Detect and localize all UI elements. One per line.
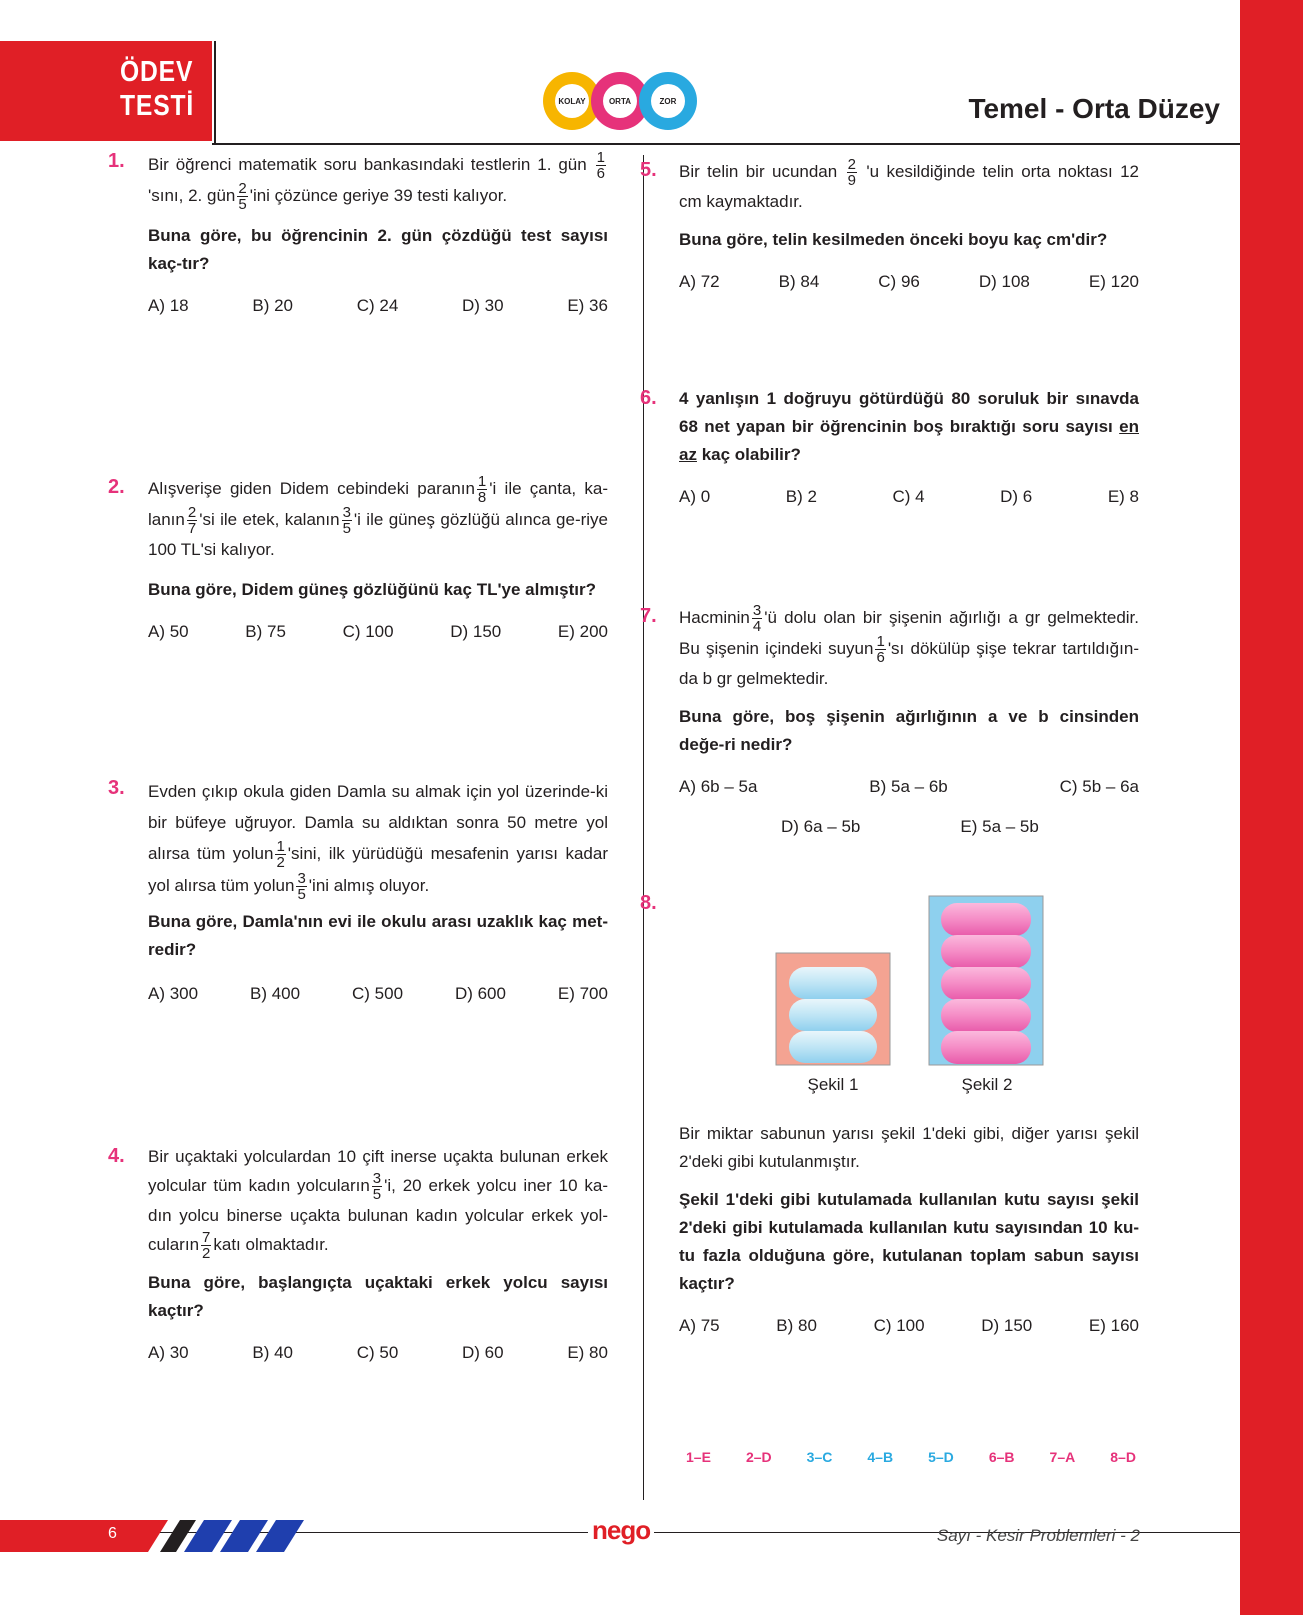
soap-blue [789,999,877,1031]
question-number: 5. [640,159,657,181]
fraction: $\frac{3}{5}$ [342,504,351,537]
option-b[interactable]: B) 75 [245,622,286,641]
fraction: $\frac{7}{2}$ [202,1229,211,1262]
option-a[interactable]: A) 72 [679,272,720,291]
difficulty-badges [540,70,705,132]
fraction: $\frac{1}{6}$ [876,633,885,666]
answer-options [148,978,608,1009]
option-c[interactable]: C) 96 [878,272,920,291]
soap-pink [941,967,1031,1000]
question-4 [148,1143,608,1367]
option-d[interactable]: D) 6a – 5b [781,817,861,836]
fraction: $\frac{3}{5}$ [297,870,306,904]
footer-stripes [0,1518,330,1554]
question-text: Bir telin bir ucundan $\frac{2}{9}$ 'u kesildiğinde telin orta noktası 12 cm kaymaktadır. [679,156,1139,211]
soap-pink [941,999,1031,1032]
soap-pink [941,903,1031,936]
question-text: Bir miktar sabunun yarısı şekil 1'deki gibi, diğer yarısı şekil 2'deki gibi kutulanmıştır. [679,1124,1139,1171]
question-number: 7. [640,605,657,627]
question-number: 8. [640,892,657,914]
answer-options [679,268,1139,296]
option-a[interactable]: A) 50 [148,622,189,641]
header-rule [212,143,1240,145]
question-text: 4 yanlışın 1 doğruyu götürdüğü 80 soruluk bir sınavda 68 net yapan bir öğrencinin boş bıraktığı soru sayısı en az kaç olabilir? [679,389,1139,464]
answer-options-row2 [679,813,1139,841]
question-prompt: Şekil 1'deki gibi kutulamada kullanılan kutu sayısı şekil 2'deki gibi kutulamada kullanılan kutu sayısından 10 ku-tu fazla olduğuna göre, kutulanan toplam sabun sayısı kaçtır? [679,1190,1139,1293]
option-c[interactable]: C) 24 [356,296,399,315]
question-text: Hacminin $\frac{3}{4}$ 'ü dolu olan bir şişenin ağırlığı a gr gelmektedir. Bu şişenin içindeki suyun $\frac{1}{6}$ 'sı dökülüp şişe tekrar tartıldığın-da b gr gelmektedir. [679,602,1139,688]
question-text: Bir uçaktaki yolculardan 10 çift inerse uçakta bulunan erkek yolcular tüm kadın yolcuların $\frac{3}{5}$ 'i, 20 erkek yolcu iner 10 ka-dın yolcu binerse uçakta bulunan kadın yolcular erkek yol-cuların $\frac{7}{2}$ katı olmaktadır. [148,1147,608,1262]
answer-key-item: 1–E [686,1449,711,1465]
test-title-line1: ÖDEV [120,56,194,88]
test-title [120,55,194,123]
figure-1-caption: Şekil 1 [807,1075,859,1094]
option-d[interactable]: D) 108 [978,272,1030,291]
option-d[interactable]: D) 6 [1000,487,1033,506]
soap-pink [941,935,1031,968]
question-number: 6. [640,387,657,409]
option-e[interactable]: E) 120 [1088,272,1139,291]
question-number: 1. [108,150,125,172]
soap-blue [789,1031,877,1063]
zor-label: ZOR [659,97,677,106]
answer-key-item: 5–D [928,1449,954,1465]
fraction: $\frac{2}{5}$ [238,180,247,213]
answer-options [148,292,608,320]
option-c[interactable]: C) 50 [356,1343,399,1362]
soap-blue [789,967,877,999]
question-7 [679,603,1139,841]
topic-title: Sayı - Kesir Problemleri - 2 [936,1526,1140,1545]
fraction: $\frac{3}{5}$ [372,1170,382,1203]
answer-options [679,1312,1139,1340]
option-a[interactable]: A) 300 [148,984,199,1004]
option-a[interactable]: A) 18 [148,296,189,315]
option-b[interactable]: B) 84 [778,272,820,291]
question-8 [679,1120,1139,1340]
option-c[interactable]: C) 5b – 6a [1059,777,1139,796]
option-e[interactable]: E) 700 [557,984,608,1004]
question-number: 4. [108,1145,125,1167]
answer-key [686,1449,1136,1465]
option-c[interactable]: C) 500 [352,984,404,1004]
answer-options-row1 [679,773,1139,801]
question-5 [679,157,1139,296]
answer-key-item: 6–B [988,1449,1015,1465]
option-b[interactable]: B) 5a – 6b [869,777,948,796]
fraction: $\frac{1}{6}$ [596,149,605,182]
question-prompt: Buna göre, başlangıçta uçaktaki erkek yolcu sayısı kaçtır? [148,1273,608,1320]
figure-2-caption: Şekil 2 [961,1075,1013,1094]
soap-figures [775,895,1045,1070]
option-b[interactable]: B) 40 [252,1343,293,1362]
answer-key-item: 8–D [1110,1449,1136,1465]
question-number: 3. [108,777,125,799]
option-b[interactable]: B) 80 [776,1316,817,1335]
question-prompt: Buna göre, bu öğrencinin 2. gün çözdüğü test sayısı kaç-tır? [148,226,608,273]
fraction: $\frac{1}{2}$ [276,838,285,872]
test-title-line2: TESTİ [120,90,195,122]
answer-key-item: 4–B [867,1449,894,1465]
question-text: Alışverişe giden Didem cebindeki paranın $\frac{1}{8}$ 'i ile çanta, ka-lanın $\frac{2}{7}$ 'si ile etek, kalanın $\frac{3}{5}$ 'i ile güneş gözlüğü alınca ge-riye 100 TL'si kalıyor. [148,473,609,559]
option-d[interactable]: D) 600 [454,984,506,1004]
option-e[interactable]: E) 80 [567,1343,608,1362]
option-b[interactable]: B) 2 [785,487,817,506]
option-c[interactable]: C) 100 [873,1316,925,1335]
question-6 [679,385,1139,511]
option-d[interactable]: D) 150 [450,622,502,641]
answer-options [679,483,1139,511]
orta-label: ORTA [608,97,632,106]
option-a[interactable]: A) 30 [148,1343,189,1362]
option-d[interactable]: D) 30 [462,296,504,315]
option-b[interactable]: B) 400 [250,984,301,1004]
option-d[interactable]: D) 150 [981,1316,1033,1335]
answer-options [148,618,608,646]
option-c[interactable]: C) 4 [892,487,925,506]
option-d[interactable]: D) 60 [462,1343,504,1362]
question-number: 2. [108,476,125,498]
answer-key-item: 3–C [806,1449,833,1465]
question-prompt: Buna göre, boş şişenin ağırlığının a ve b cinsinden değe-ri nedir? [679,707,1139,754]
question-text: Evden çıkıp okula giden Damla su almak için yol üzerinde-ki bir büfeye uğruyor. Damla su aldıktan sonra 50 metre yol alırsa tüm yolun $\frac{1}{2}$ 'sini, ilk yürüdüğü mesafenin yarısı kadar yol alırsa tüm yolun $\frac{3}{5}$ 'ini almış oluyor. [148,782,608,904]
answer-key-item: 7–A [1049,1449,1076,1465]
publisher-logo: nego [588,1515,654,1546]
question-text: Bir öğrenci matematik soru bankasındaki testlerin 1. gün $\frac{1}{6}$ 'sını, 2. gün $\frac{2}{5}$ 'ini çözünce geriye 39 testi kalıyor. [148,149,605,213]
question-1 [148,150,608,320]
question-prompt: Buna göre, Didem güneş gözlüğünü kaç TL'ye almıştır? [148,580,596,599]
question-prompt: Buna göre, telin kesilmeden önceki boyu kaç cm'dir? [679,230,1108,249]
fraction: $\frac{1}{8}$ [477,473,487,506]
option-a[interactable]: A) 0 [679,487,711,506]
fraction: $\frac{2}{7}$ [187,504,197,537]
question-prompt: Buna göre, Damla'nın evi ile okulu arası uzaklık kaç met-redir? [148,912,608,960]
option-e[interactable]: E) 8 [1107,487,1139,506]
option-e[interactable]: E) 36 [567,296,608,315]
option-b[interactable]: B) 20 [252,296,293,315]
question-3 [148,776,608,1009]
column-divider [643,155,644,1500]
fraction: $\frac{2}{9}$ [847,156,856,189]
option-a[interactable]: A) 6b – 5a [679,777,758,796]
kolay-label: KOLAY [558,97,586,106]
question-2 [148,474,608,646]
header-divider [214,41,216,145]
option-e[interactable]: E) 160 [1088,1316,1139,1335]
soap-pink [941,1031,1031,1064]
option-a[interactable]: A) 75 [679,1316,720,1335]
option-c[interactable]: C) 100 [342,622,394,641]
answer-key-item: 2–D [745,1449,772,1465]
option-e[interactable]: E) 5a – 5b [960,817,1039,836]
answer-options [148,1339,608,1367]
header-box [0,41,214,141]
fraction: $\frac{3}{4}$ [752,602,762,635]
right-red-bar [1240,0,1303,1615]
option-e[interactable]: E) 200 [557,622,608,641]
page-number: 6 [108,1525,117,1542]
level-title: Temel - Orta Düzey [968,93,1220,124]
